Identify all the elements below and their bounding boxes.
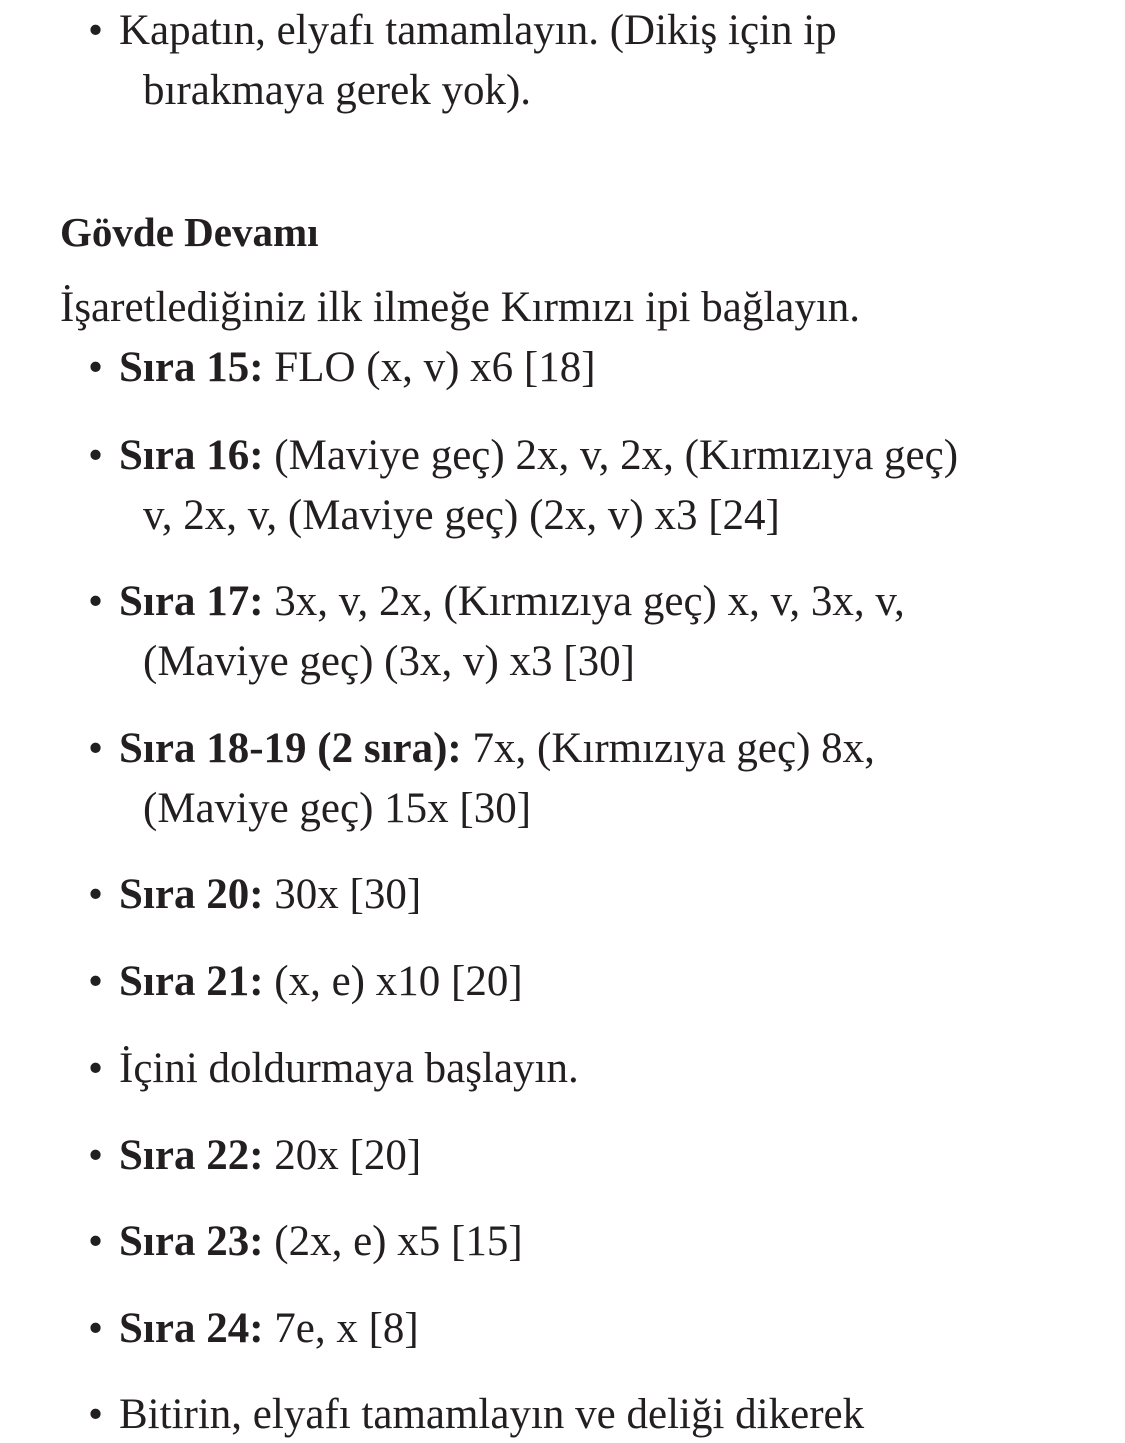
bullet-marker: • [88, 344, 104, 391]
row-text: 7x, (Kırmızıya geç) 8x, [461, 725, 875, 772]
row-label: Sıra 18-19 (2 sıra): [119, 725, 462, 772]
row-text-continued: v, 2x, v, (Maviye geç) (2x, v) x3 [24] [143, 492, 780, 539]
intro-bullet-item [88, 9, 837, 52]
row-text-continued: (Maviye geç) (3x, v) x3 [30] [143, 638, 635, 685]
list-item [88, 1220, 523, 1263]
row-label: Sıra 23: [119, 1218, 264, 1265]
row-label: Sıra 22: [119, 1132, 264, 1179]
list-item [88, 580, 905, 623]
list-item [88, 960, 523, 1003]
bullet-marker: • [88, 1218, 104, 1265]
row-text: Bitirin, elyafı tamamlayın ve deliği dikerek [119, 1391, 865, 1438]
intro-text-line1: Kapatın, elyafı tamamlayın. (Dikiş için ip [119, 7, 837, 54]
list-item [88, 1134, 421, 1177]
bullet-marker: • [88, 871, 104, 918]
bullet-marker: • [88, 1305, 104, 1352]
row-text: 20x [20] [263, 1132, 422, 1179]
row-label: Sıra 15: [119, 344, 264, 391]
bullet-marker: • [88, 1132, 104, 1179]
list-item [88, 434, 958, 477]
bullet-marker: • [88, 432, 104, 479]
row-text: FLO (x, v) x6 [18] [263, 344, 596, 391]
row-label: Sıra 16: [119, 432, 264, 479]
row-label: Sıra 17: [119, 578, 264, 625]
bullet-marker: • [88, 578, 104, 625]
row-text-continued: (Maviye geç) 15x [30] [143, 785, 532, 832]
section-heading: Gövde Devamı [60, 209, 319, 255]
row-text: 3x, v, 2x, (Kırmızıya geç) x, v, 3x, v, [263, 578, 905, 625]
section-intro: İşaretlediğiniz ilk ilmeğe Kırmızı ipi bağlayın. [60, 284, 861, 331]
row-label: Sıra 21: [119, 958, 264, 1005]
row-text: (x, e) x10 [20] [263, 958, 523, 1005]
bullet-marker: • [88, 725, 104, 772]
bullet-marker: • [88, 958, 104, 1005]
list-item [88, 1393, 864, 1436]
row-label: Sıra 24: [119, 1305, 264, 1352]
list-item [88, 1047, 579, 1090]
row-label: Sıra 20: [119, 871, 264, 918]
bullet-marker: • [88, 1391, 104, 1438]
row-text: 7e, x [8] [263, 1305, 419, 1352]
row-text: (2x, e) x5 [15] [263, 1218, 523, 1265]
list-item [88, 727, 875, 770]
list-item [88, 1307, 419, 1350]
list-item [88, 873, 421, 916]
intro-text-line2: bırakmaya gerek yok). [143, 67, 532, 114]
row-text: (Maviye geç) 2x, v, 2x, (Kırmızıya geç) [263, 432, 959, 479]
row-text: İçini doldurmaya başlayın. [119, 1045, 579, 1092]
bullet-marker: • [88, 1045, 104, 1092]
bullet-marker: • [88, 7, 104, 54]
row-text: 30x [30] [263, 871, 422, 918]
list-item [88, 346, 596, 389]
